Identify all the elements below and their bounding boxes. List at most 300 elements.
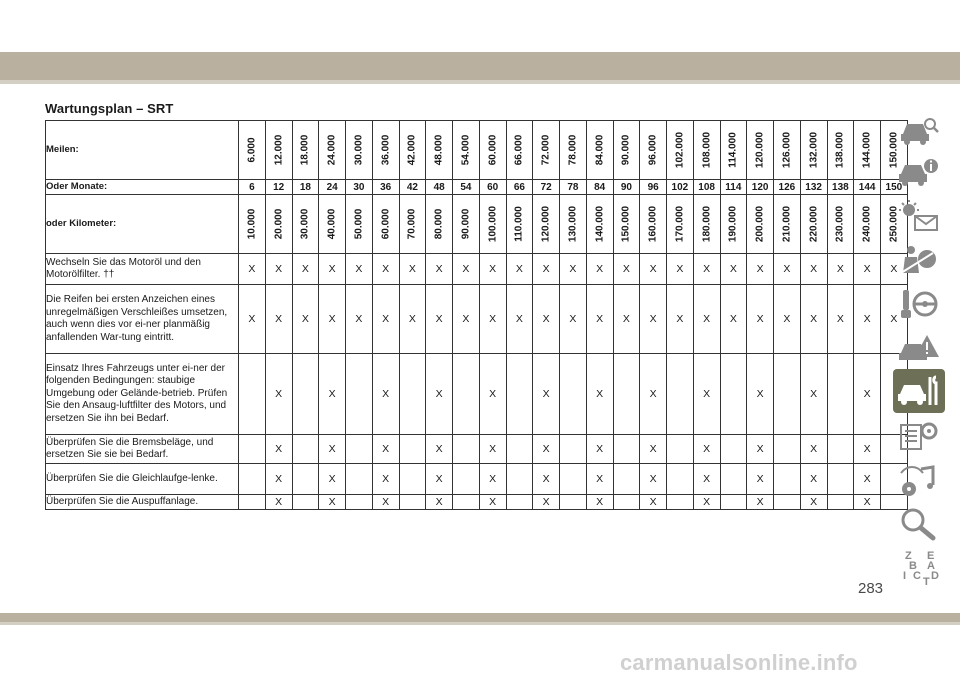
- miles-value: 144.000: [861, 131, 873, 169]
- task-mark: [453, 435, 480, 464]
- task-mark: [667, 464, 694, 495]
- task-mark: X: [693, 464, 720, 495]
- task-mark: [720, 354, 747, 435]
- sidebar-tab[interactable]: [893, 194, 945, 238]
- miles-value: 120.000: [754, 131, 766, 169]
- task-row: [46, 464, 908, 495]
- header-band: [0, 52, 960, 80]
- task-mark: [346, 495, 373, 510]
- miles-value: 66.000: [513, 134, 525, 166]
- miles-cell: [346, 121, 373, 180]
- km-value: 230.000: [834, 205, 846, 243]
- months-cell: 66: [506, 180, 533, 195]
- km-value: 210.000: [781, 205, 793, 243]
- km-value: 120.000: [540, 205, 552, 243]
- miles-cell: [854, 121, 881, 180]
- km-value: 240.000: [861, 205, 873, 243]
- months-cell: 108: [693, 180, 720, 195]
- task-mark: X: [747, 254, 774, 285]
- task-mark: X: [747, 285, 774, 354]
- miles-value: 126.000: [781, 131, 793, 169]
- task-mark: [399, 464, 426, 495]
- km-cell: [827, 195, 854, 254]
- task-mark: X: [265, 495, 292, 510]
- miles-cell: [479, 121, 506, 180]
- task-mark: [292, 495, 319, 510]
- km-value: 10.000: [246, 208, 258, 240]
- miles-value: 78.000: [567, 134, 579, 166]
- sidebar-tab[interactable]: [893, 150, 945, 194]
- task-mark: X: [265, 354, 292, 435]
- km-cell: [613, 195, 640, 254]
- miles-value: 42.000: [406, 134, 418, 166]
- task-mark: X: [854, 354, 881, 435]
- miles-cell: [453, 121, 480, 180]
- km-value: 60.000: [380, 208, 392, 240]
- miles-cell: [720, 121, 747, 180]
- task-mark: X: [372, 354, 399, 435]
- km-cell: [346, 195, 373, 254]
- task-mark: [774, 354, 801, 435]
- miles-cell: [586, 121, 613, 180]
- task-mark: X: [640, 354, 667, 435]
- months-cell: 144: [854, 180, 881, 195]
- task-mark: [453, 495, 480, 510]
- months-cell: 36: [372, 180, 399, 195]
- months-cell: 102: [667, 180, 694, 195]
- sidebar-tab[interactable]: [893, 239, 945, 283]
- miles-cell: [239, 121, 266, 180]
- sidebar-tab[interactable]: [893, 501, 945, 545]
- task-mark: X: [720, 254, 747, 285]
- km-cell: [319, 195, 346, 254]
- task-mark: X: [693, 254, 720, 285]
- miles-cell: [827, 121, 854, 180]
- task-mark: X: [426, 464, 453, 495]
- task-mark: X: [479, 285, 506, 354]
- km-value: 140.000: [594, 205, 606, 243]
- miles-value: 84.000: [594, 134, 606, 166]
- task-mark: X: [533, 254, 560, 285]
- sidebar-tab[interactable]: [893, 459, 945, 503]
- task-mark: X: [533, 285, 560, 354]
- airbag-seatbelt-icon: [897, 243, 941, 279]
- sidebar-tab[interactable]: [893, 415, 945, 459]
- km-value: 30.000: [299, 208, 311, 240]
- task-mark: X: [586, 285, 613, 354]
- task-description: Einsatz Ihres Fahrzeugs unter ei-ner der folgenden Bedingungen: staubige Umgebung oder Gelände-betrieb. Prüfen Sie den Ansaug-luftfilter des Motors, und ersetzen Sie ihn bei Bedarf.: [46, 354, 239, 435]
- task-mark: X: [239, 285, 266, 354]
- km-cell: [265, 195, 292, 254]
- task-mark: X: [265, 464, 292, 495]
- miles-value: 18.000: [299, 134, 311, 166]
- task-mark: X: [560, 285, 587, 354]
- km-cell: [479, 195, 506, 254]
- months-cell: 6: [239, 180, 266, 195]
- task-mark: X: [800, 464, 827, 495]
- task-mark: X: [800, 285, 827, 354]
- km-cell: [693, 195, 720, 254]
- specs-gear-icon: [897, 419, 941, 455]
- task-mark: [720, 495, 747, 510]
- months-cell: 78: [560, 180, 587, 195]
- miles-value: 102.000: [674, 131, 686, 169]
- task-mark: [560, 354, 587, 435]
- months-cell: 150: [881, 180, 908, 195]
- sidebar-tab[interactable]: [893, 282, 945, 326]
- task-description: Überprüfen Sie die Gleichlaufge-lenke.: [46, 464, 239, 495]
- task-mark: X: [239, 254, 266, 285]
- task-mark: [292, 464, 319, 495]
- km-value: 100.000: [487, 205, 499, 243]
- miles-value: 108.000: [701, 131, 713, 169]
- task-mark: X: [292, 254, 319, 285]
- miles-value: 138.000: [834, 131, 846, 169]
- task-mark: X: [613, 254, 640, 285]
- task-mark: X: [506, 285, 533, 354]
- km-value: 20.000: [273, 208, 285, 240]
- miles-cell: [640, 121, 667, 180]
- months-cell: 138: [827, 180, 854, 195]
- task-mark: X: [586, 354, 613, 435]
- multimedia-icon: [897, 463, 941, 499]
- task-mark: X: [265, 435, 292, 464]
- miles-value: 30.000: [353, 134, 365, 166]
- task-mark: [506, 495, 533, 510]
- miles-cell: [292, 121, 319, 180]
- task-mark: [239, 354, 266, 435]
- task-mark: X: [586, 464, 613, 495]
- task-mark: X: [640, 254, 667, 285]
- km-value: 180.000: [701, 205, 713, 243]
- task-mark: X: [827, 254, 854, 285]
- task-mark: [239, 435, 266, 464]
- header-row-miles: [46, 121, 908, 180]
- miles-value: 54.000: [460, 134, 472, 166]
- months-cell: 126: [774, 180, 801, 195]
- index-letter: C: [913, 570, 921, 582]
- miles-cell: [399, 121, 426, 180]
- header-row-months: [46, 180, 908, 195]
- months-cell: 54: [453, 180, 480, 195]
- miles-value: 60.000: [487, 134, 499, 166]
- task-description: Überprüfen Sie die Auspuffanlage.: [46, 495, 239, 510]
- task-mark: X: [747, 354, 774, 435]
- task-mark: X: [506, 254, 533, 285]
- months-cell: 96: [640, 180, 667, 195]
- task-mark: X: [640, 464, 667, 495]
- task-description: Die Reifen bei ersten Anzeichen eines unregelmäßigen Verschleißes umsetzen, auch wenn dies vor ei-ner planmäßig anfallenden War-tung eintritt.: [46, 285, 239, 354]
- task-mark: X: [747, 435, 774, 464]
- task-mark: [239, 495, 266, 510]
- task-mark: [560, 464, 587, 495]
- task-mark: [506, 354, 533, 435]
- task-mark: X: [426, 435, 453, 464]
- index-letter: Z: [905, 550, 912, 562]
- km-value: 220.000: [808, 205, 820, 243]
- task-mark: X: [800, 354, 827, 435]
- index-letter: B: [909, 560, 917, 572]
- car-search-icon: [897, 112, 941, 148]
- task-mark: X: [426, 354, 453, 435]
- car-info-icon: [897, 154, 941, 190]
- task-mark: [827, 495, 854, 510]
- task-mark: X: [426, 285, 453, 354]
- months-cell: 132: [800, 180, 827, 195]
- months-cell: 72: [533, 180, 560, 195]
- miles-cell: [506, 121, 533, 180]
- watermark: carmanualsonline.info: [620, 650, 858, 675]
- km-cell: [426, 195, 453, 254]
- km-value: 90.000: [460, 208, 472, 240]
- task-mark: [239, 464, 266, 495]
- task-mark: X: [881, 254, 908, 285]
- miles-value: 12.000: [273, 134, 285, 166]
- task-mark: [720, 435, 747, 464]
- task-mark: X: [854, 464, 881, 495]
- index-letter: T: [923, 576, 930, 585]
- task-mark: X: [640, 285, 667, 354]
- task-mark: [613, 495, 640, 510]
- task-mark: [827, 435, 854, 464]
- task-mark: X: [747, 464, 774, 495]
- task-mark: [774, 464, 801, 495]
- km-cell: [747, 195, 774, 254]
- task-mark: [827, 354, 854, 435]
- task-mark: X: [693, 354, 720, 435]
- task-mark: X: [747, 495, 774, 510]
- task-mark: [774, 495, 801, 510]
- task-mark: [720, 464, 747, 495]
- km-cell: [453, 195, 480, 254]
- miles-cell: [533, 121, 560, 180]
- miles-value: 36.000: [380, 134, 392, 166]
- km-cell: [506, 195, 533, 254]
- task-mark: X: [586, 254, 613, 285]
- task-mark: X: [640, 435, 667, 464]
- miles-cell: [667, 121, 694, 180]
- months-cell: 48: [426, 180, 453, 195]
- car-tools-icon: [897, 373, 941, 409]
- miles-cell: [560, 121, 587, 180]
- months-cell: 12: [265, 180, 292, 195]
- top-margin: [0, 0, 960, 52]
- miles-value: 132.000: [808, 131, 820, 169]
- header-band-thin: [0, 80, 960, 84]
- task-mark: [560, 435, 587, 464]
- task-row: [46, 285, 908, 354]
- task-mark: X: [346, 254, 373, 285]
- miles-cell: [774, 121, 801, 180]
- sidebar-tab[interactable]: [893, 545, 945, 589]
- task-mark: X: [479, 495, 506, 510]
- task-mark: X: [319, 435, 346, 464]
- task-mark: X: [827, 285, 854, 354]
- task-mark: X: [479, 354, 506, 435]
- task-mark: X: [774, 285, 801, 354]
- task-mark: X: [426, 254, 453, 285]
- task-mark: [346, 354, 373, 435]
- task-mark: X: [854, 435, 881, 464]
- task-mark: [399, 354, 426, 435]
- task-mark: X: [667, 285, 694, 354]
- task-mark: [613, 435, 640, 464]
- task-mark: X: [399, 254, 426, 285]
- sidebar-tab[interactable]: [893, 108, 945, 152]
- miles-cell: [426, 121, 453, 180]
- months-cell: 114: [720, 180, 747, 195]
- task-mark: X: [372, 464, 399, 495]
- km-value: 200.000: [754, 205, 766, 243]
- page-number: 283: [858, 580, 884, 597]
- task-mark: X: [372, 285, 399, 354]
- km-value: 50.000: [353, 208, 365, 240]
- task-mark: X: [586, 435, 613, 464]
- row-label-km: oder Kilometer:: [46, 195, 239, 254]
- task-mark: X: [265, 254, 292, 285]
- km-cell: [239, 195, 266, 254]
- task-mark: X: [560, 254, 587, 285]
- km-cell: [667, 195, 694, 254]
- task-mark: [506, 464, 533, 495]
- months-cell: 30: [346, 180, 373, 195]
- task-mark: X: [693, 285, 720, 354]
- task-mark: X: [586, 495, 613, 510]
- months-cell: 120: [747, 180, 774, 195]
- task-mark: X: [319, 254, 346, 285]
- footer-band: [0, 613, 960, 622]
- task-mark: [667, 354, 694, 435]
- miles-cell: [319, 121, 346, 180]
- km-cell: [640, 195, 667, 254]
- km-cell: [800, 195, 827, 254]
- km-cell: [372, 195, 399, 254]
- task-mark: X: [453, 254, 480, 285]
- task-mark: [613, 464, 640, 495]
- task-mark: X: [720, 285, 747, 354]
- miles-cell: [800, 121, 827, 180]
- km-value: 150.000: [620, 205, 632, 243]
- task-mark: X: [533, 464, 560, 495]
- task-row: [46, 495, 908, 510]
- task-mark: X: [479, 464, 506, 495]
- km-value: 70.000: [406, 208, 418, 240]
- task-mark: [399, 495, 426, 510]
- km-value: 250.000: [888, 205, 900, 243]
- task-row: [46, 435, 908, 464]
- task-mark: [346, 435, 373, 464]
- task-row: [46, 354, 908, 435]
- task-mark: X: [613, 285, 640, 354]
- header-row-km: [46, 195, 908, 254]
- task-mark: [774, 435, 801, 464]
- key-steering-wheel-icon: [897, 286, 941, 322]
- task-mark: [667, 435, 694, 464]
- miles-value: 90.000: [620, 134, 632, 166]
- task-mark: X: [693, 495, 720, 510]
- row-label-months: Oder Monate:: [46, 180, 239, 195]
- miles-value: 150.000: [888, 131, 900, 169]
- task-mark: X: [800, 254, 827, 285]
- task-mark: X: [479, 254, 506, 285]
- task-mark: X: [881, 285, 908, 354]
- task-mark: X: [667, 254, 694, 285]
- months-cell: 18: [292, 180, 319, 195]
- km-cell: [854, 195, 881, 254]
- km-value: 190.000: [727, 205, 739, 243]
- task-mark: X: [533, 435, 560, 464]
- task-mark: X: [319, 285, 346, 354]
- task-mark: X: [346, 285, 373, 354]
- km-cell: [774, 195, 801, 254]
- task-mark: [560, 495, 587, 510]
- task-mark: X: [533, 354, 560, 435]
- task-row: [46, 254, 908, 285]
- task-mark: X: [774, 254, 801, 285]
- miles-cell: [613, 121, 640, 180]
- task-mark: X: [854, 285, 881, 354]
- km-value: 160.000: [647, 205, 659, 243]
- page-title: Wartungsplan – SRT: [45, 101, 174, 116]
- sidebar-tab[interactable]: [893, 369, 945, 413]
- km-cell: [292, 195, 319, 254]
- task-mark: [667, 495, 694, 510]
- km-cell: [399, 195, 426, 254]
- task-mark: X: [319, 495, 346, 510]
- task-mark: X: [319, 464, 346, 495]
- task-mark: [399, 435, 426, 464]
- km-value: 80.000: [433, 208, 445, 240]
- miles-value: 6.000: [246, 137, 258, 163]
- task-mark: X: [292, 285, 319, 354]
- task-mark: X: [426, 495, 453, 510]
- index-letter: D: [931, 570, 939, 582]
- task-mark: X: [693, 435, 720, 464]
- task-mark: X: [533, 495, 560, 510]
- task-mark: [506, 435, 533, 464]
- task-mark: [613, 354, 640, 435]
- task-mark: [292, 354, 319, 435]
- months-cell: 84: [586, 180, 613, 195]
- months-cell: 24: [319, 180, 346, 195]
- months-cell: 42: [399, 180, 426, 195]
- task-mark: X: [640, 495, 667, 510]
- sidebar-tab[interactable]: [893, 327, 945, 371]
- task-mark: X: [399, 285, 426, 354]
- alphabetical-index-icon: [897, 549, 941, 585]
- miles-cell: [372, 121, 399, 180]
- km-value: 110.000: [513, 206, 525, 242]
- months-cell: 60: [479, 180, 506, 195]
- task-mark: X: [319, 354, 346, 435]
- miles-cell: [265, 121, 292, 180]
- footer-band-thin: [0, 622, 960, 625]
- task-description: Überprüfen Sie die Bremsbeläge, und ersetzen Sie sie bei Bedarf.: [46, 435, 239, 464]
- task-mark: X: [479, 435, 506, 464]
- miles-cell: [693, 121, 720, 180]
- search-icon: [897, 505, 941, 541]
- task-mark: [453, 354, 480, 435]
- task-mark: X: [453, 285, 480, 354]
- task-mark: X: [854, 495, 881, 510]
- index-letter: I: [903, 570, 907, 582]
- task-mark: X: [265, 285, 292, 354]
- miles-value: 24.000: [326, 134, 338, 166]
- miles-cell: [747, 121, 774, 180]
- km-value: 40.000: [326, 208, 338, 240]
- task-mark: X: [372, 495, 399, 510]
- km-cell: [533, 195, 560, 254]
